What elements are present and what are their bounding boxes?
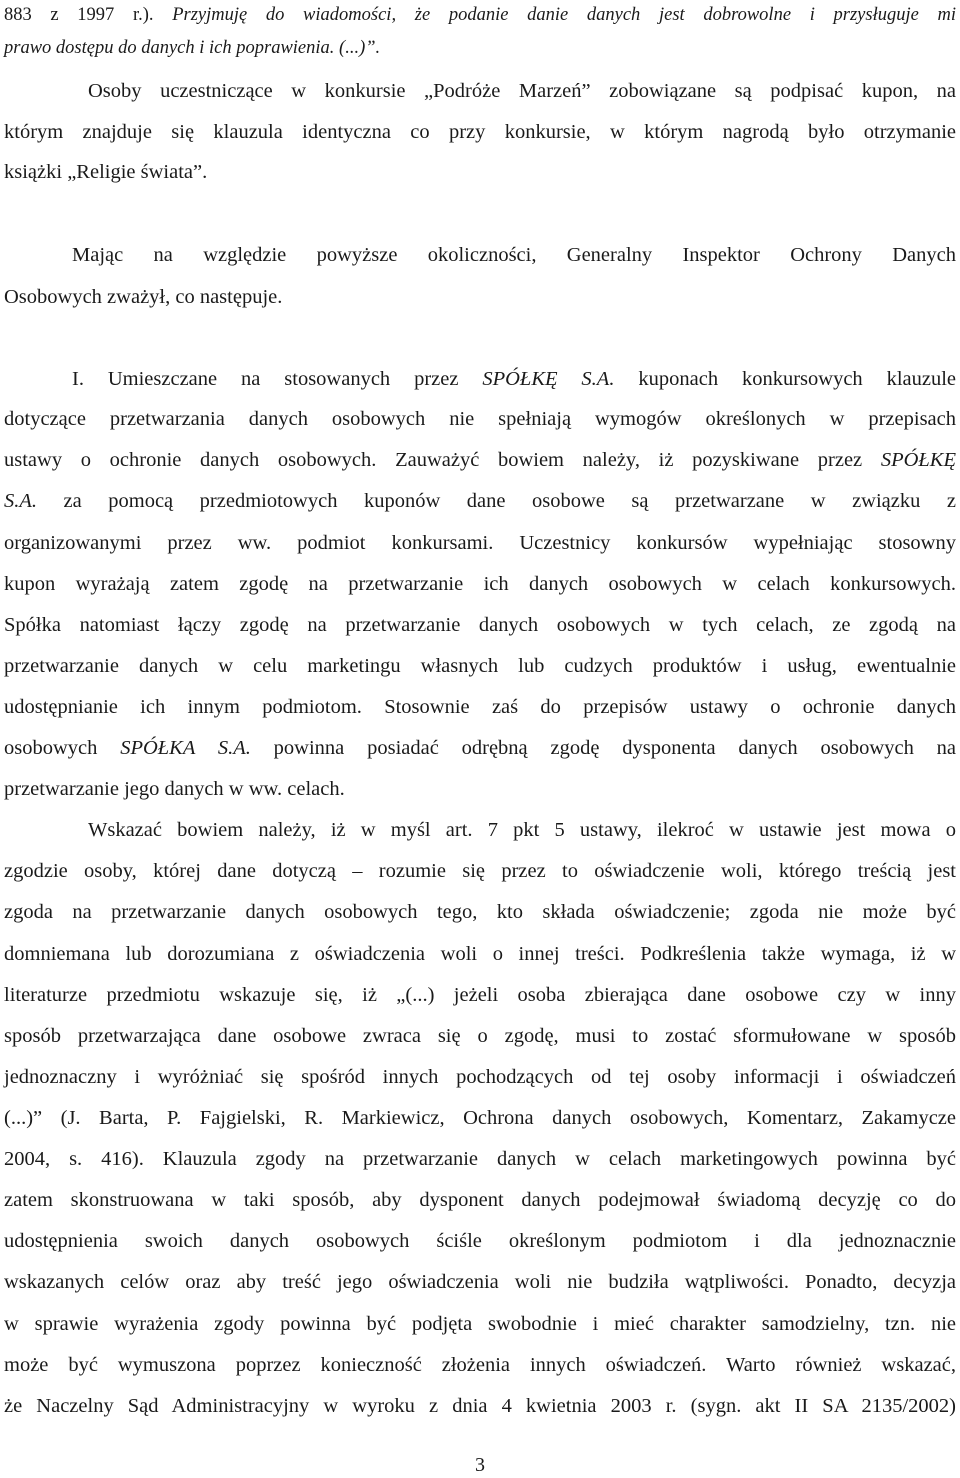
text-line: dotyczące przetwarzania danych osobowych nie spełniają wymogów określonych w przepisach (4, 408, 956, 430)
text-line: jednoznaczny i wyróżniać się spośród innych pochodzących od tej osoby informacji i oświadczeń (4, 1066, 956, 1088)
text-line: 2004, s. 416). Klauzula zgody na przetwarzanie danych w celach marketingowych powinna być (4, 1148, 956, 1170)
text-line: sposób przetwarzająca dane osobowe zwraca się o zgodę, musi to zostać sformułowane w sposób (4, 1025, 956, 1047)
text-line: organizowanymi przez ww. podmiot konkursami. Uczestnicy konkursów wypełniając stosowny (4, 532, 956, 554)
text-line: literaturze przedmiotu wskazuje się, iż „(...) jeżeli osoba zbierająca dane osobowe czy w inny (4, 984, 956, 1006)
text-line: I. Umieszczane na stosowanych przez SPÓŁKĘ S.A. kuponach konkursowych klauzule (72, 368, 957, 390)
text-line: domniemana lub dorozumiana z oświadczenia woli o innej treści. Podkreślenia także wymaga, iż w (4, 943, 956, 965)
text-line: że Naczelny Sąd Administracyjny w wyroku z dnia 4 kwietnia 2003 r. (sygn. akt II SA 2135/2002) (4, 1395, 956, 1417)
text-line: Osoby uczestniczące w konkursie „Podróże Marzeń” zobowiązane są podpisać kupon, na (88, 80, 956, 102)
text-line: wskazanych celów oraz aby treść jego oświadczenia woli nie budziła wątpliwości. Ponadto, decyzja (4, 1271, 956, 1293)
text-line: przetwarzanie danych w celu marketingu własnych lub cudzych produktów i usług, ewentualnie (4, 655, 956, 677)
text-line: zatem skonstruowana w taki sposób, aby dysponent danych podejmował świadomą decyzję co do (4, 1189, 956, 1211)
text-line: 883 z 1997 r.). Przyjmuję do wiadomości, że podanie danie danych jest dobrowolne i przysługuje mi (4, 5, 956, 25)
text-line: S.A. za pomocą przedmiotowych kuponów dane osobowe są przetwarzane w związku z (4, 490, 956, 512)
text-line: ustawy o ochronie danych osobowych. Zauważyć bowiem należy, iż pozyskiwane przez SPÓŁKĘ (4, 449, 956, 471)
text-line: którym znajduje się klauzula identyczna co przy konkursie, w którym nagrodą było otrzymanie (4, 121, 956, 143)
text-line: zgoda na przetwarzanie danych osobowych tego, kto składa oświadczenie; zgoda nie może być (4, 901, 956, 923)
text-line: książki „Religie świata”. (4, 161, 208, 183)
text-line: Osobowych zważył, co następuje. (4, 286, 283, 308)
text-line: w sprawie wyrażenia zgody powinna być podjęta swobodnie i mieć charakter samodzielny, tzn. nie (4, 1313, 956, 1335)
text-line: osobowych SPÓŁKA S.A. powinna posiadać odrębną zgodę dysponenta danych osobowych na (4, 737, 956, 759)
text-line: prawo dostępu do danych i ich poprawienia. (...)”. (4, 38, 381, 58)
text-line: zgodzie osoby, której dane dotyczą – rozumie się przez to oświadczenie woli, którego treścią jest (4, 860, 956, 882)
text-line: udostępnienia swoich danych osobowych ściśle określonym podmiotom i dla jednoznacznie (4, 1230, 956, 1252)
text-line: przetwarzanie jego danych w ww. celach. (4, 778, 345, 800)
text-line: kupon wyrażają zatem zgodę na przetwarzanie ich danych osobowych w celach konkursowych. (4, 573, 956, 595)
text-line: (...)” (J. Barta, P. Fajgielski, R. Markiewicz, Ochrona danych osobowych, Komentarz, Zakamycze (4, 1107, 956, 1129)
text-line: udostępnianie ich innym podmiotom. Stosownie zaś do przepisów ustawy o ochronie danych (4, 696, 956, 718)
text-line: Wskazać bowiem należy, iż w myśl art. 7 pkt 5 ustawy, ilekroć w ustawie jest mowa o (88, 819, 956, 841)
text-line: Spółka natomiast łączy zgodę na przetwarzanie danych osobowych w tych celach, ze zgodą na (4, 614, 956, 636)
text-line: może być wymuszona poprzez konieczność złożenia innych oświadczeń. Warto również wskazać, (4, 1354, 956, 1376)
page-number: 3 (475, 1454, 485, 1476)
text-line: Mając na względzie powyższe okoliczności, Generalny Inspektor Ochrony Danych (72, 244, 956, 266)
